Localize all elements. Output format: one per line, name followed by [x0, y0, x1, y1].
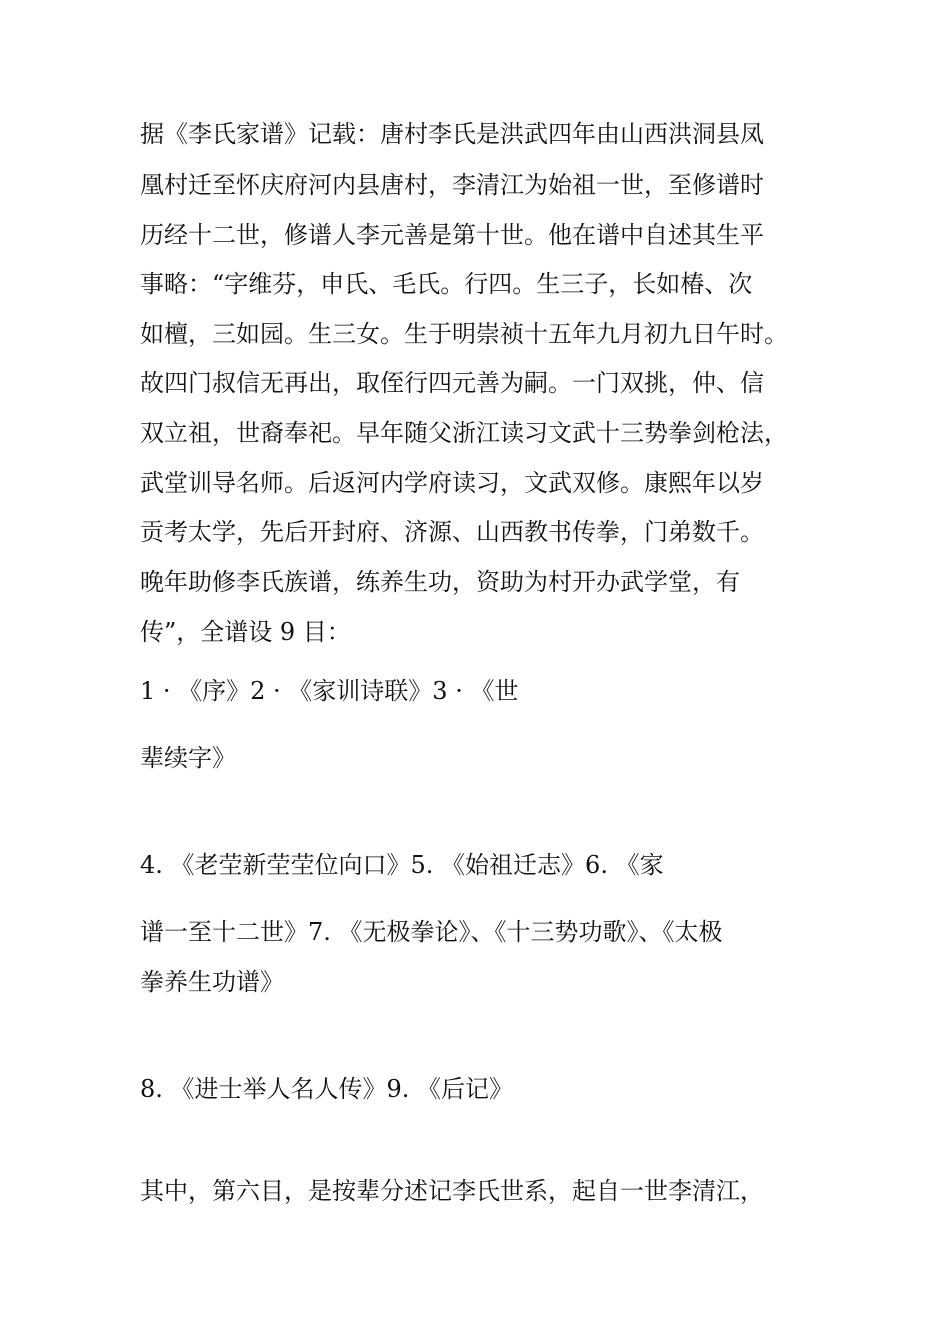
- text-line: 事略：“字维芬，申氏、毛氏。行四。生三子，长如椿、次: [140, 270, 753, 298]
- text-line: 传”，全谱设 9 目：: [140, 618, 351, 646]
- list-line: 1 · 《序》2 · 《家训诗联》3 · 《世: [140, 677, 519, 705]
- text-line: 据《李氏家谱》记载：唐村李氏是洪武四年由山西洪洞县凤: [140, 120, 764, 148]
- text-line: 双立祖，世裔奉祀。早年随父浙江读习文武十三势拳剑枪法，: [140, 419, 788, 447]
- list-line: 8. 《进士举人名人传》9. 《后记》: [140, 1075, 514, 1103]
- text-line: 凰村迁至怀庆府河内县唐村，李清江为始祖一世，至修谱时: [140, 171, 764, 199]
- list-line: 4. 《老茔新茔茔位向口》5. 《始祖迁志》6. 《家: [140, 851, 664, 879]
- text-line: 贡考太学，先后开封府、济源、山西教书传拳，门弟数千。: [140, 518, 764, 546]
- list-line: 拳养生功谱》: [140, 968, 284, 996]
- list-line: 辈续字》: [140, 744, 236, 772]
- text-line: 晚年助修李氏族谱，练养生功，资助为村开办武学堂，有: [140, 568, 740, 596]
- text-line: 武堂训导名师。后返河内学府读习，文武双修。康熙年以岁: [140, 469, 764, 497]
- text-line: 故四门叔信无再出，取侄行四元善为嗣。一门双挑，仲、信: [140, 369, 764, 397]
- text-line: 历经十二世，修谱人李元善是第十世。他在谱中自述其生平: [140, 221, 764, 249]
- text-line: 其中，第六目，是按辈分述记李氏世系，起自一世李清江，: [140, 1177, 764, 1205]
- list-line: 谱一至十二世》7. 《无极拳论》、《十三势功歌》、《太极: [140, 918, 723, 946]
- text-line: 如檀，三如园。生三女。生于明崇祯十五年九月初九日午时。: [140, 320, 788, 348]
